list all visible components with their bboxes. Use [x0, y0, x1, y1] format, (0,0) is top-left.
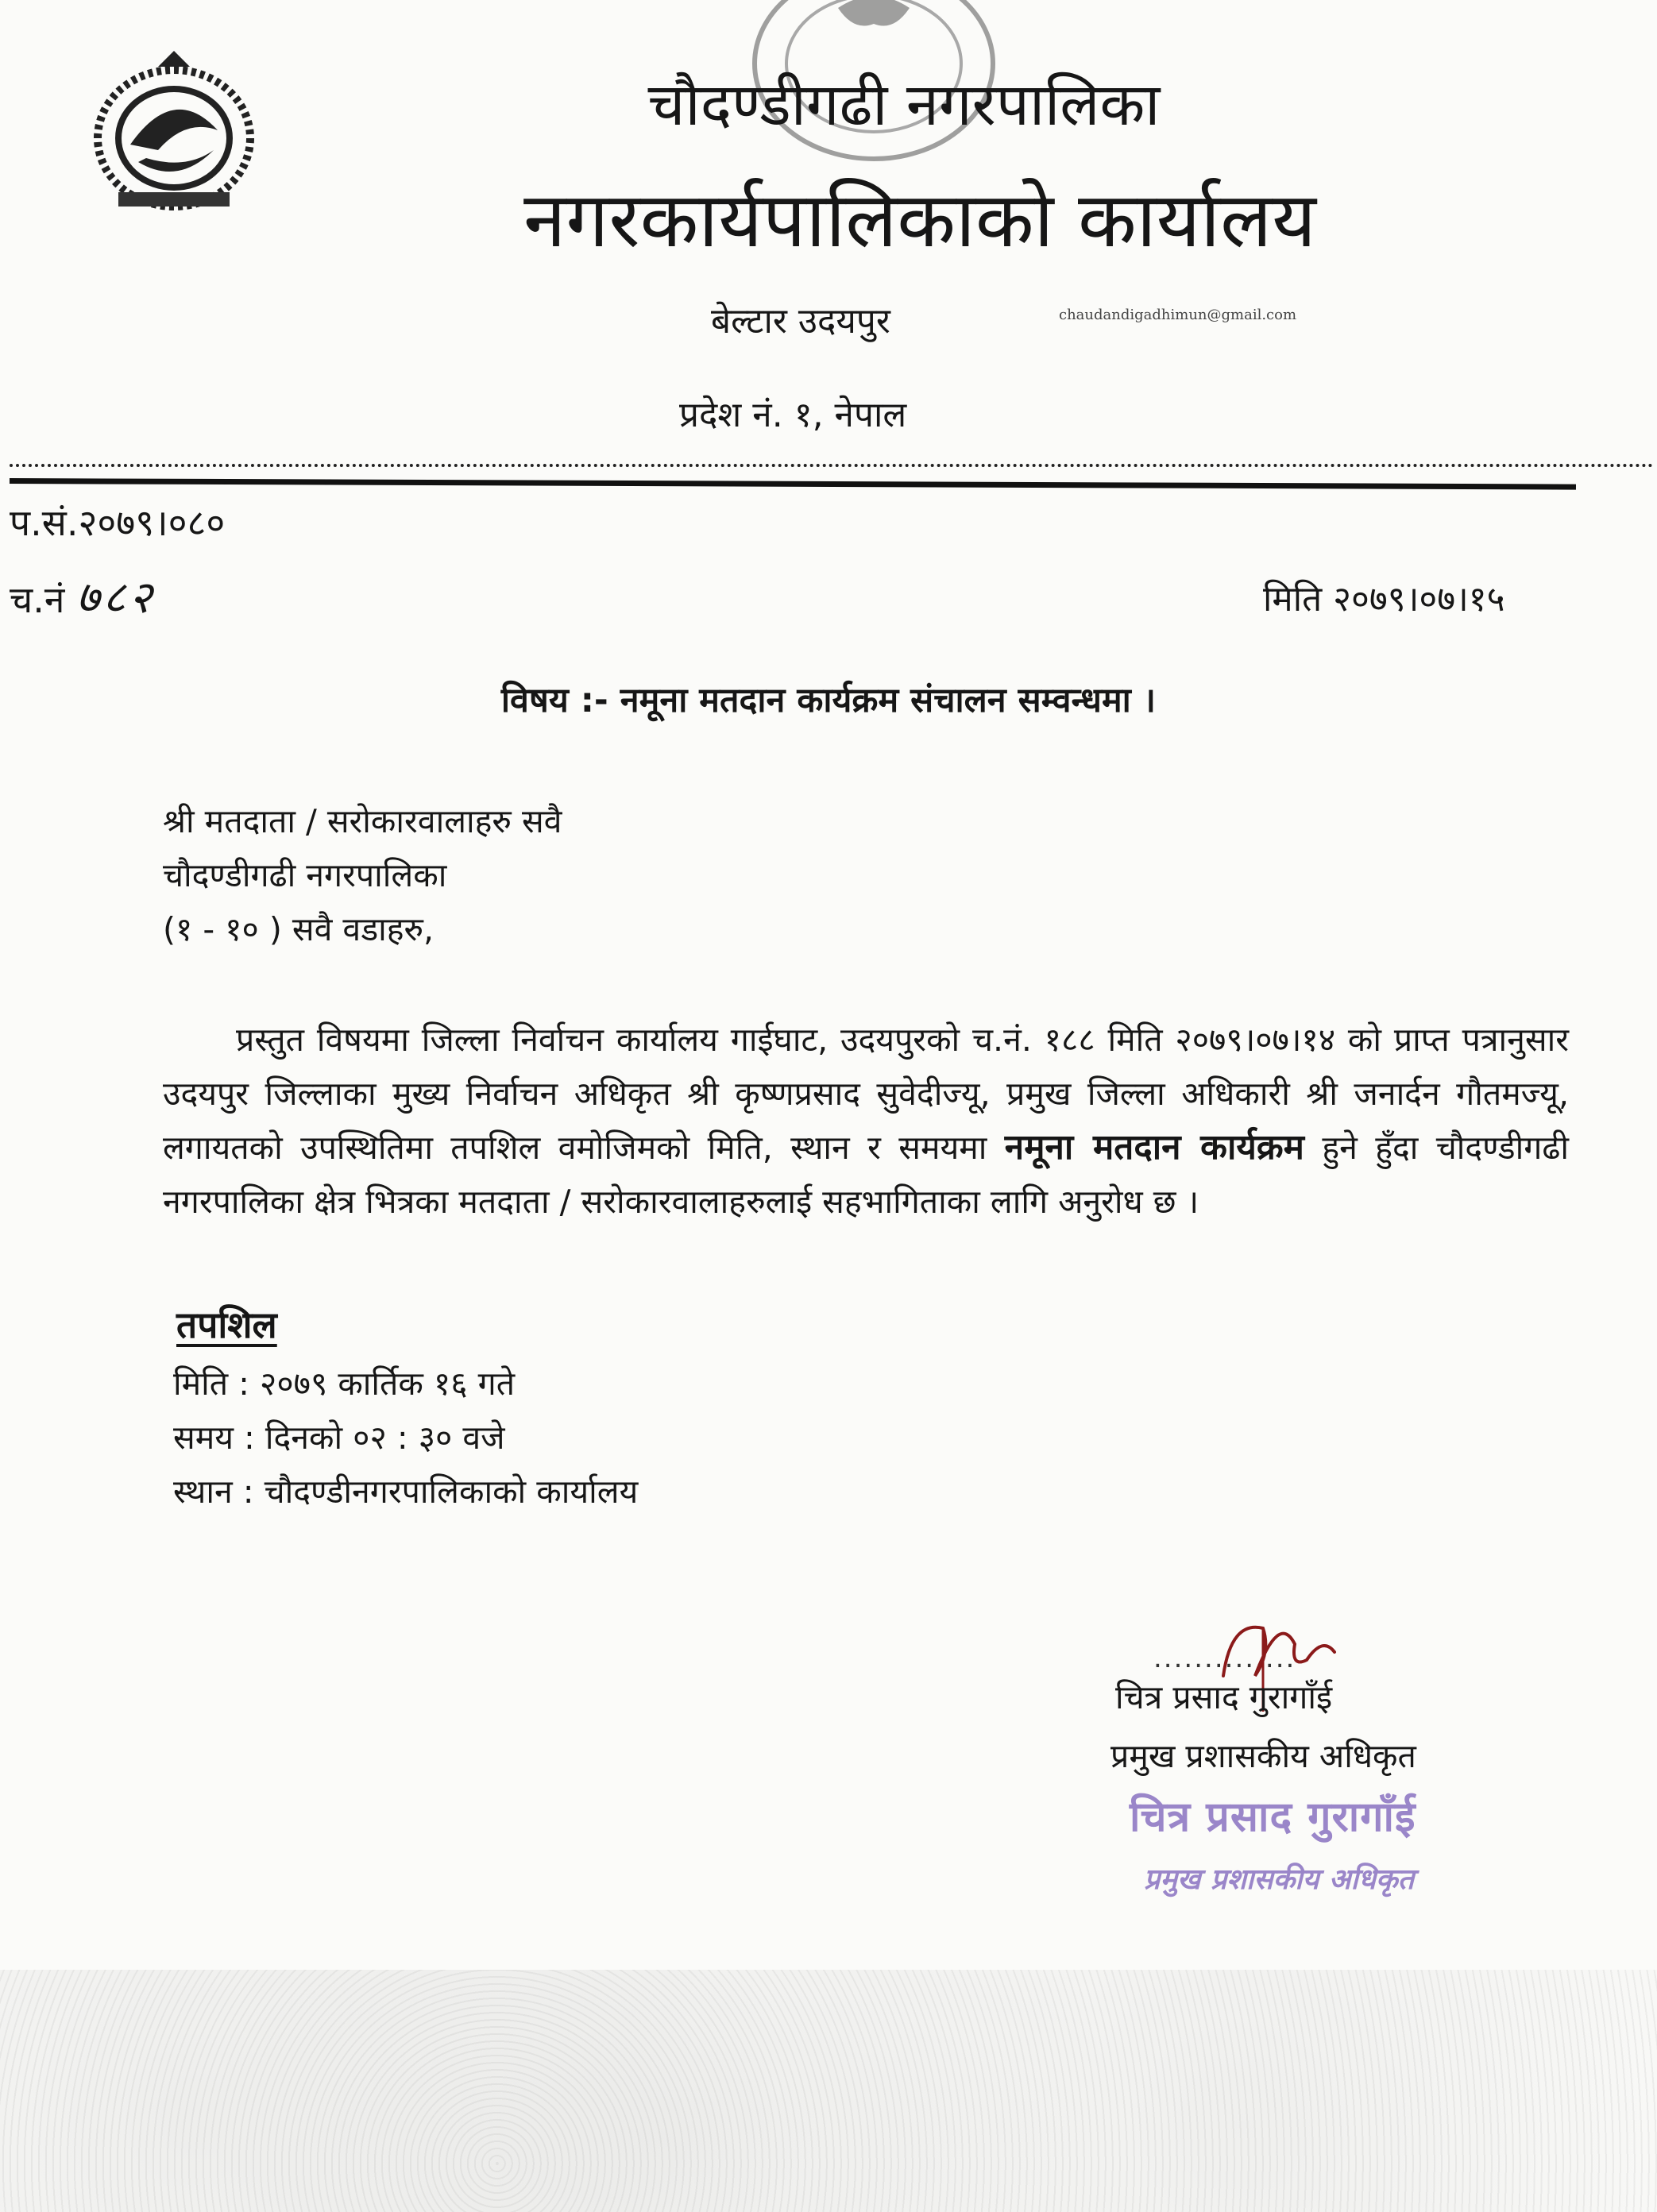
schedule-date: मिति : २०७९ कार्तिक १६ गते: [173, 1365, 516, 1403]
addressee-line: श्री मतदाता / सरोकारवालाहरु सवै: [163, 802, 562, 840]
stamp-name: चित्र प्रसाद गुरागाँई: [1130, 1793, 1416, 1841]
province-line: प्रदेश नं. १, नेपाल: [679, 395, 907, 435]
municipality-name: चौदण्डीगढी नगरपालिका: [647, 71, 1161, 139]
signatory-title: प्रमुख प्रशासकीय अधिकृत: [1110, 1737, 1416, 1775]
body-bold-text: नमूना मतदान कार्यक्रम: [1004, 1127, 1304, 1168]
letter-date: मिति २०७९।०७।१५: [1263, 579, 1505, 620]
schedule-place: स्थान : चौदण्डीनगरपालिकाको कार्यालय: [173, 1473, 639, 1511]
signature-dots: ..............: [1153, 1643, 1296, 1674]
office-address: बेल्टार उदयपुर: [711, 301, 890, 342]
header-dotted-rule: [10, 464, 1654, 467]
office-title: नगरकार्यपालिकाको कार्यालय: [523, 176, 1316, 264]
schedule-details: [173, 1357, 638, 1519]
schedule-heading: तपशिल: [176, 1303, 277, 1346]
addressee-block: [163, 794, 562, 956]
addressee-line: चौदण्डीगढी नगरपालिका: [163, 856, 447, 894]
paper-noise: [0, 1970, 1657, 2212]
signatory-name: चित्र प्रसाद गुरागाँई: [1115, 1678, 1333, 1716]
schedule-time: समय : दिनको ०२ : ३० वजे: [173, 1419, 505, 1457]
letter-body: [163, 1013, 1569, 1229]
body-text: हुने हुँदा चौदण्डीगढी नगरपालिका क्षेत्र भित्रका मतदाता / सरोकारवालाहरुलाई सहभागिताका लागि अनुरोध छ ।: [163, 1129, 1569, 1221]
letter-subject: विषय :- नमूना मतदान कार्यक्रम संचालन सम्वन्धमा ।: [500, 681, 1157, 720]
body-text: प्रस्तुत विषयमा जिल्ला निर्वाचन कार्यालय गाईघाट, उदयपुरको च.नं. १८८ मिति २०७९।०७।१४ को प्राप्त पत्रानुसार उदयपुर जिल्लाका मुख्य निर्वाचन अधिकृत श्री कृष्णप्रसाद सुवेदीज्यू, प्रमुख जिल्ला अधिकारी श्री जनार्दन गौतमज्यू, लगायतको उपस्थितिमा तपशिल वमोजिमको मिति, स्थान र समयमा: [163, 1021, 1569, 1167]
addressee-line: (१ - १० ) सवै वडाहरु,: [163, 910, 435, 948]
stamp-title: प्रमुख प्रशासकीय अधिकृत: [1144, 1863, 1415, 1896]
dispatch-number-value: ७८२: [76, 572, 156, 623]
header-solid-rule: [10, 478, 1576, 490]
letter-reference-number: प.सं.२०७९।०८०: [10, 501, 226, 544]
dispatch-label: च.नं: [10, 578, 65, 621]
office-email: chaudandigadhimun@gmail.com: [1059, 307, 1297, 323]
dispatch-number: [10, 566, 155, 626]
